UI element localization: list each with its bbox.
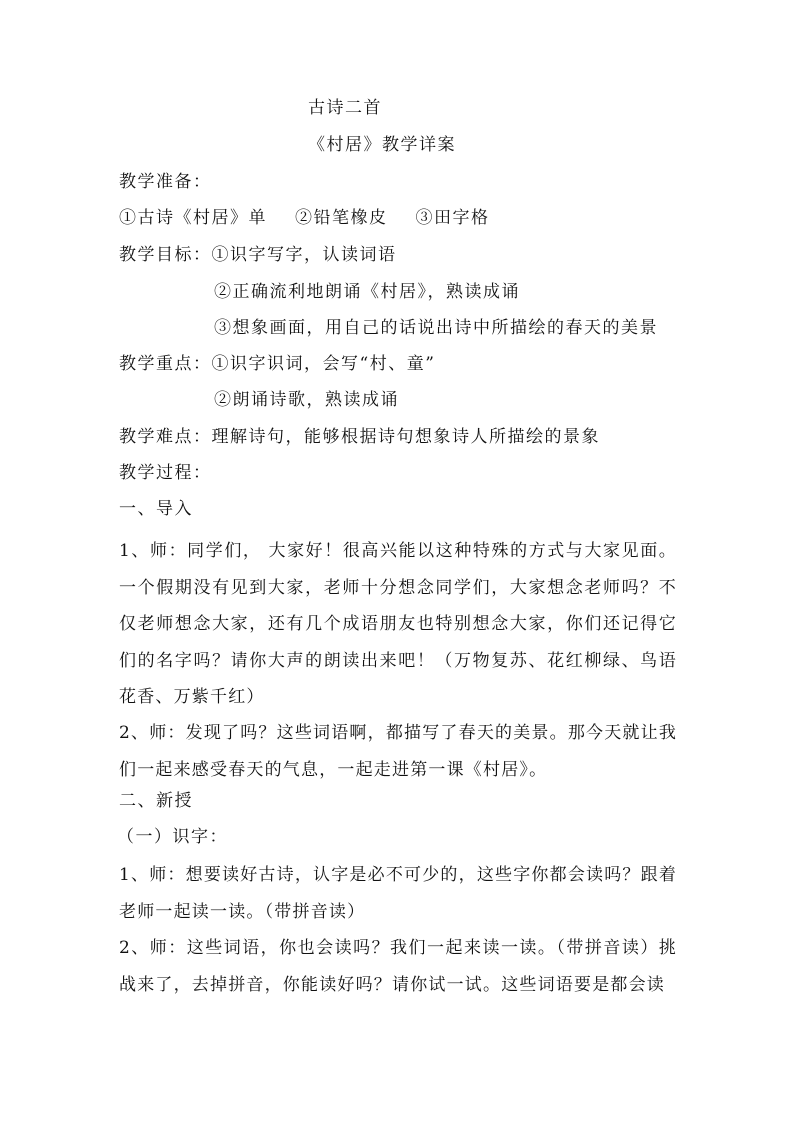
- section-new-lesson: 二、新授: [119, 791, 193, 811]
- prep-item-pencil-eraser: ②铅笔橡皮: [295, 208, 388, 228]
- prep-item-poem-sheet: ①古诗《村居》单: [119, 208, 267, 228]
- teaching-key-point-1: 教学重点：①识字识词，会写“村、童”: [119, 354, 436, 374]
- document-subtitle: 《村居》教学详案: [308, 135, 456, 155]
- teaching-key-point-2: ②朗诵诗歌，熟读成诵: [214, 390, 399, 410]
- paragraph-intro-1: 1、师：同学们， 大家好！很高兴能以这种特殊的方式与大家见面。一个假期没有见到大家，老师十分想念同学们，大家想念老师吗？不仅老师想念大家，还有几个成语朋友也特别想念大家，你们还记得它们的名字吗？请你大声的朗读出来吧！（万物复苏、花红柳绿、鸟语花香、万紫千红）: [119, 541, 677, 707]
- teaching-difficulty: 教学难点：理解诗句，能够根据诗句想象诗人所描绘的景象: [119, 427, 600, 447]
- subsection-literacy: （一）识字：: [117, 827, 228, 847]
- paragraph-intro-2: 2、师：发现了吗？这些词语啊，都描写了春天的美景。那今天就让我们一起来感受春天的气息，一起走进第一课《村居》。: [119, 723, 678, 780]
- prep-items: [119, 206, 490, 230]
- paragraph-literacy-1: 1、师：想要读好古诗，认字是必不可少的，这些字你都会读吗？跟着老师一起读一读。（带拼音读）: [119, 865, 678, 922]
- teaching-goal-1: 教学目标：①识字写字，认读词语: [119, 245, 397, 265]
- process-heading: 教学过程：: [119, 463, 212, 483]
- teaching-goal-3: ③想象画面，用自己的话说出诗中所描绘的春天的美景: [214, 318, 658, 338]
- teaching-goal-2: ②正确流利地朗诵《村居》，熟读成诵: [214, 282, 520, 302]
- paragraph-literacy-2: 2、师：这些词语，你也会读吗？我们一起来读一读。（带拼音读）挑战来了，去掉拼音，你能读好吗？请你试一试。这些词语要是都会读: [119, 938, 677, 995]
- prep-item-grid-paper: ③田字格: [415, 208, 490, 228]
- prep-heading: 教学准备：: [119, 172, 212, 192]
- section-introduction: 一、导入: [119, 499, 193, 519]
- document-title: 古诗二首: [308, 98, 382, 118]
